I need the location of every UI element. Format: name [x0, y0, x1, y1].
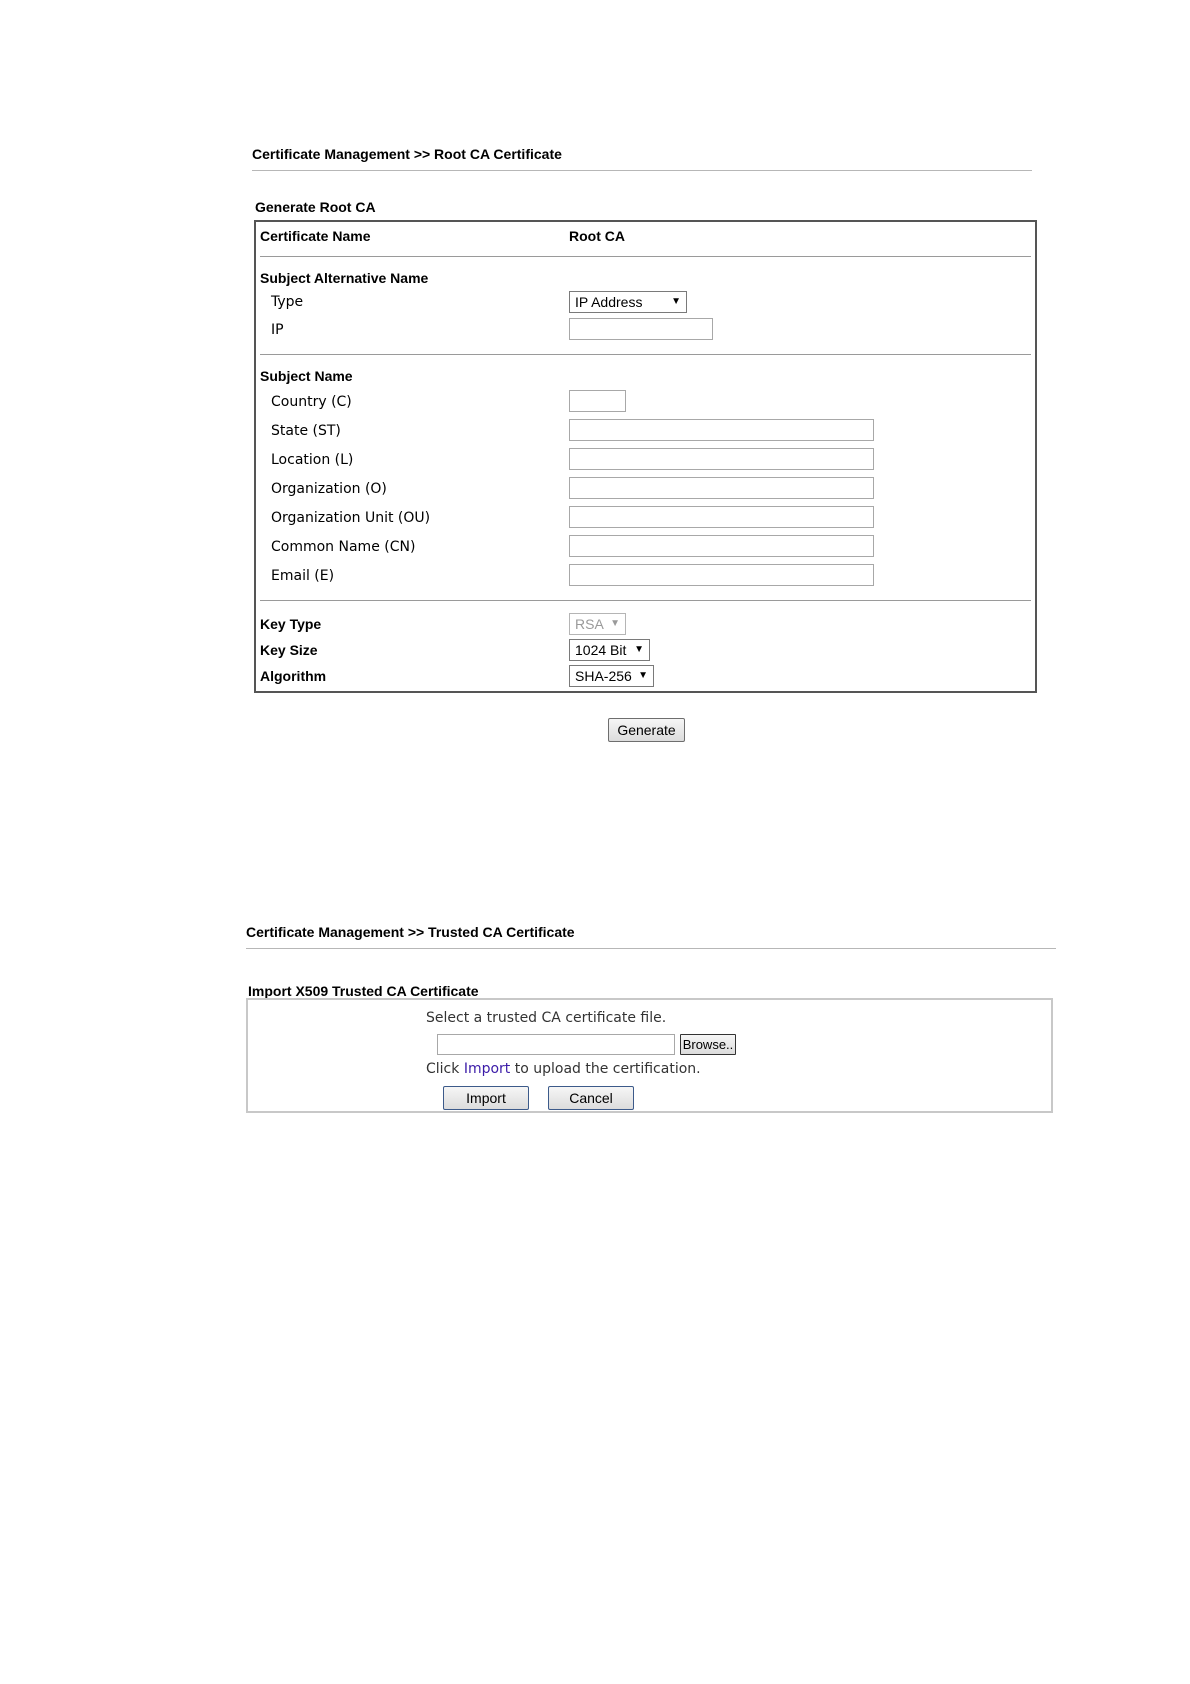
upload-text: to upload the certification. [514, 1061, 701, 1077]
key-type-select-value: RSA [575, 616, 604, 632]
location-label: Location (L) [271, 452, 354, 468]
import-trusted-ca-panel [246, 998, 1053, 1113]
chevron-down-icon: ▼ [634, 644, 644, 655]
organization-unit-input[interactable] [569, 506, 874, 528]
generate-button[interactable]: Generate [608, 718, 685, 742]
divider [260, 256, 1031, 257]
type-select-value: IP Address [575, 294, 643, 310]
certificate-name-label: Certificate Name [260, 228, 371, 244]
click-text: Click [426, 1061, 460, 1077]
title-divider [246, 948, 1056, 949]
chevron-down-icon: ▼ [671, 296, 681, 307]
algorithm-label: Algorithm [260, 668, 327, 684]
import-button[interactable]: Import [443, 1086, 529, 1110]
ip-label: IP [271, 322, 284, 338]
state-input[interactable] [569, 419, 874, 441]
organization-input[interactable] [569, 477, 874, 499]
algorithm-select-value: SHA-256 [575, 668, 632, 684]
common-name-input[interactable] [569, 535, 874, 557]
type-select[interactable] [569, 291, 687, 313]
divider [260, 354, 1031, 355]
section-title-import-trusted-ca: Import X509 Trusted CA Certificate [248, 983, 479, 999]
generate-root-ca-panel [254, 220, 1037, 693]
page-title-trusted-ca: Certificate Management >> Trusted CA Certificate [246, 924, 575, 940]
type-label: Type [271, 294, 304, 310]
page-title-root-ca: Certificate Management >> Root CA Certificate [252, 146, 562, 162]
upload-instructions [426, 1061, 701, 1077]
location-input[interactable] [569, 448, 874, 470]
key-type-select [569, 613, 626, 635]
chevron-down-icon: ▼ [638, 670, 648, 681]
organization-label: Organization (O) [271, 481, 387, 497]
key-size-label: Key Size [260, 642, 318, 658]
key-size-select[interactable] [569, 639, 650, 661]
email-label: Email (E) [271, 568, 335, 584]
country-label: Country (C) [271, 394, 352, 410]
algorithm-select[interactable] [569, 665, 654, 687]
common-name-label: Common Name (CN) [271, 539, 416, 555]
section-title-generate-root-ca: Generate Root CA [255, 199, 376, 215]
ip-input[interactable] [569, 318, 713, 340]
country-input[interactable] [569, 390, 626, 412]
key-size-select-value: 1024 Bit [575, 642, 627, 658]
subject-name-heading: Subject Name [260, 368, 353, 384]
state-label: State (ST) [271, 423, 341, 439]
cancel-button[interactable]: Cancel [548, 1086, 634, 1110]
divider [260, 600, 1031, 601]
select-file-prompt: Select a trusted CA certificate file. [426, 1010, 667, 1026]
certificate-file-input[interactable] [437, 1034, 675, 1055]
title-divider [252, 170, 1032, 171]
organization-unit-label: Organization Unit (OU) [271, 510, 431, 526]
certificate-name-value: Root CA [569, 228, 625, 244]
browse-button[interactable]: Browse.. [680, 1034, 736, 1055]
chevron-down-icon: ▼ [610, 618, 620, 629]
key-type-label: Key Type [260, 616, 322, 632]
san-heading: Subject Alternative Name [260, 270, 429, 286]
email-input[interactable] [569, 564, 874, 586]
import-link[interactable]: Import [463, 1061, 511, 1077]
